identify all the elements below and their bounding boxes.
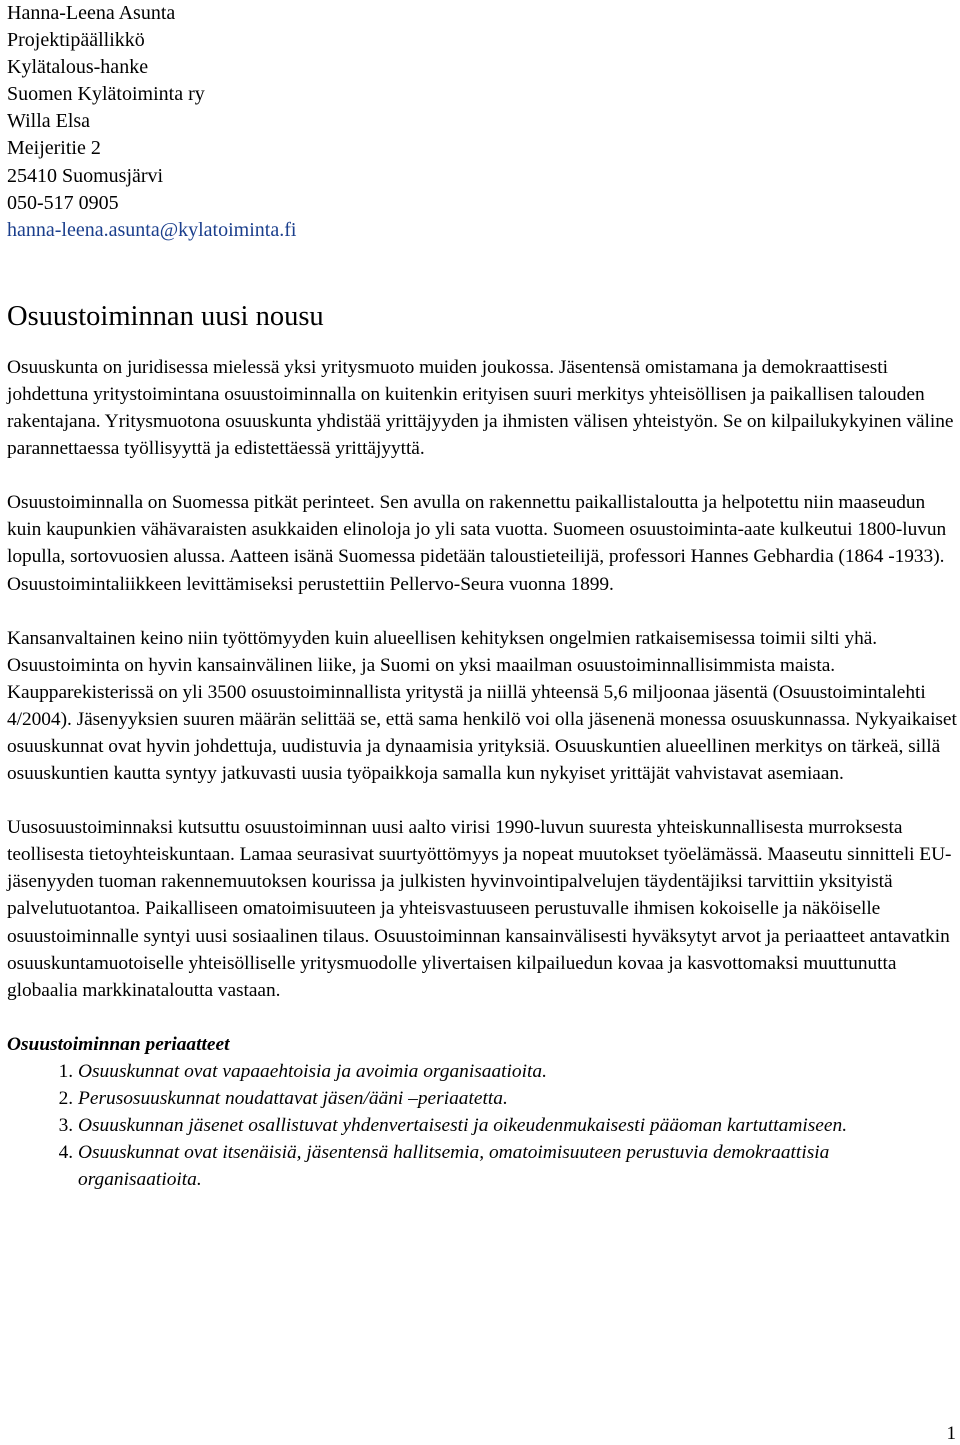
contact-building: Willa Elsa [7,110,91,133]
contact-project: Kylätalous-hanke [7,56,149,79]
contact-name: Hanna-Leena Asunta [7,2,176,24]
page-title: Osuustoiminnan uusi nousu [7,300,324,332]
paragraph-intro: Osuuskunta on juridisessa mielessä yksi yritysmuoto muiden joukossa. Jäsentensä omistamana ja demokraattisesti johdettuna yritystoimintana osuustoiminnalla on kuitenkin erityisen suuri merkitys yhteisöllisen ja paikallisen talouden rakentajana. Yritysmuotona osuuskunta yhdistää yrittäjyyden ja ihmisten välisen yhteistyön. Se on kilpailukykyinen väline parannettaessa työllisyyttä ja edistettäessä yrittäjyyttä. [7,356,954,460]
contact-organization: Suomen Kylätoiminta ry [7,83,205,106]
paragraph-international: Kansanvaltainen keino niin työttömyyden kuin alueellisen kehityksen ongelmien ratkaisemisessa toimii silti yhä. Osuustoiminta on hyvin kansainvälinen liike, ja Suomi on yksi maailman osuustoiminnallisimmista maista. Kaupparekisterissä on yli 3500 osuustoiminnallista yritystä ja niillä yhteensä 5,6 miljoonaa jäsentä (Osuustoimintalehti 4/2004). Jäsenyyksien suuren määrän selittää se, että sama henkilö voi olla jäsenenä monessa osuuskunnassa. Nykyaikaiset osuuskunnat ovat hyvin johdettuja, uudistuvia ja dynaamisia yrityksiä. Osuuskuntien alueellinen merkitys on tärkeä, sillä osuuskuntien kautta syntyy jatkuvasti uusia työpaikkoja samalla kun nykyiset yrittäjät vahvistavat asemiaan. [7,627,957,785]
paragraph-new-wave: Uusosuustoiminnaksi kutsuttu osuustoiminnan uusi aalto virisi 1990-luvun suuresta yhteiskunnallisesta murroksesta teollisesta tietoyhteiskuntaan. Lamaa seurasivat suurtyöttömyys ja nopeat muutokset työelämässä. Maaseutu sinnitteli EU-jäsenyyden tuoman rakennemuutoksen kourissa ja julkisten hyvinvointipalvelujen täydentäjiksi tarvittiin yksityistä palvelutuotantoa. Paikalliseen omatoimisuuteen ja yhteisvastuuseen perustuvalle ihmisen kokoiselle ja näköiselle osuustoiminnalle syntyi uusi sosiaalinen tilaus. Osuustoiminnan kansainvälisesti hyväksytyt arvot ja periaatteet antavatkin osuuskuntamuotoiselle yhteisölliselle yritysmuodolle ylivertaisen kilpailuedun kovaa ja kasvottomaksi muuttunutta globaalia markkinataloutta vastaan. [7,817,952,1001]
principle-item: 2. Perusosuuskunnat noudattavat jäsen/ääni –periaatetta. [78,1085,957,1112]
paragraph-history: Osuustoiminnalla on Suomessa pitkät perinteet. Sen avulla on rakennettu paikallistaloutta ja helpotettu niin maaseudun kuin kaupunkien vähävaraisten asukkaiden elinoloja jo yli sata vuotta. Suomeen osuustoiminta-aate kulkeutui 1800-luvun lopulla, sortovuosien alussa. Aatteen isänä Suomessa pidetään taloustieteilijä, professori Hannes Gebhardia (1864 -1933). Osuustoimintaliikkeen levittämiseksi perustettiin Pellervo-Seura vuonna 1899. [7,492,947,595]
principles-heading: Osuustoiminnan periaatteet [7,1033,230,1055]
contact-postal: 25410 Suomusjärvi [7,164,164,187]
page-number: 1 [946,1423,956,1444]
principle-item: 1. Osuuskunnat ovat vapaaehtoisia ja avoimia organisaatioita. [78,1058,957,1085]
contact-role: Projektipäällikkö [7,29,145,52]
contact-street: Meijeritie 2 [7,137,101,160]
principle-item: 4. Osuuskunnat ovat itsenäisiä, jäsentensä hallitsemia, omatoimisuuteen perustuvia demokraattisia organisaatioita. [78,1139,957,1193]
principles-list [7,1058,957,1193]
principle-item: 3. Osuuskunnan jäsenet osallistuvat yhdenvertaisesti ja oikeudenmukaisesti pääoman kartuttamiseen. [78,1112,957,1139]
contact-phone: 050-517 0905 [7,191,119,214]
contact-block [7,0,957,244]
contact-email-link[interactable]: hanna-leena.asunta@kylatoiminta.fi [7,218,297,241]
document-page [7,0,957,1193]
